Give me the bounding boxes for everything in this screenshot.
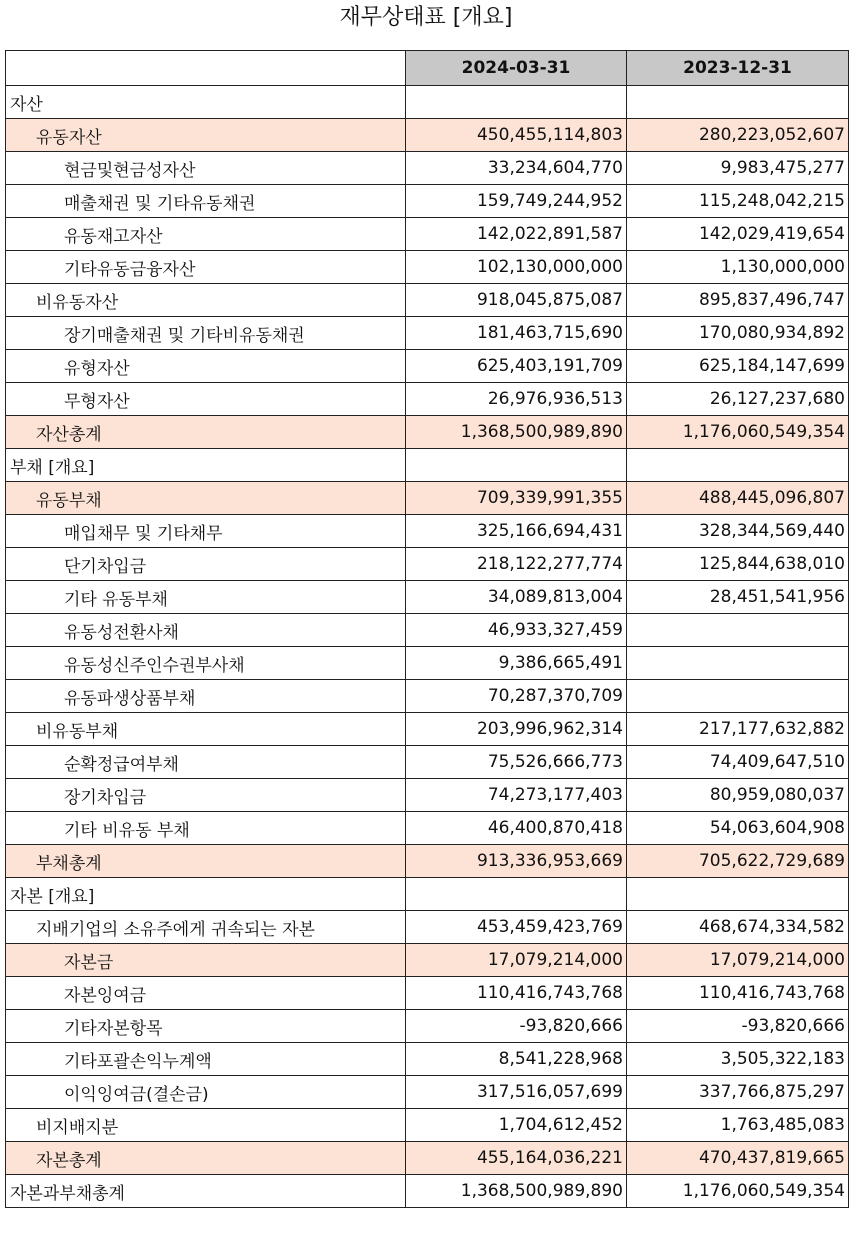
row-label: 기타자본항목 (6, 1010, 406, 1043)
table-row (6, 713, 849, 746)
row-label: 무형자산 (6, 383, 406, 416)
value-2023-12-31: 74,409,647,510 (627, 746, 849, 779)
value-2023-12-31: 125,844,638,010 (627, 548, 849, 581)
value-2023-12-31: 54,063,604,908 (627, 812, 849, 845)
row-label: 자본과부채총계 (6, 1175, 406, 1208)
value-2024-03-31: 26,976,936,513 (406, 383, 627, 416)
table-row (6, 548, 849, 581)
row-label: 이익잉여금(결손금) (6, 1076, 406, 1109)
table-row (6, 845, 849, 878)
table-row (6, 1175, 849, 1208)
value-2023-12-31: 170,080,934,892 (627, 317, 849, 350)
row-label: 부채총계 (6, 845, 406, 878)
value-2024-03-31: 918,045,875,087 (406, 284, 627, 317)
table-row (6, 515, 849, 548)
value-2024-03-31: 9,386,665,491 (406, 647, 627, 680)
value-2024-03-31 (406, 86, 627, 119)
value-2024-03-31: 453,459,423,769 (406, 911, 627, 944)
value-2024-03-31: 317,516,057,699 (406, 1076, 627, 1109)
row-label: 유형자산 (6, 350, 406, 383)
row-label: 매출채권 및 기타유동채권 (6, 185, 406, 218)
value-2023-12-31: -93,820,666 (627, 1010, 849, 1043)
page-title: 재무상태표 [개요] (339, 5, 513, 30)
row-label: 매입채무 및 기타채무 (6, 515, 406, 548)
table-row (6, 251, 849, 284)
value-2023-12-31: 625,184,147,699 (627, 350, 849, 383)
value-2024-03-31: 450,455,114,803 (406, 119, 627, 152)
value-2023-12-31: 705,622,729,689 (627, 845, 849, 878)
row-label: 자본 [개요] (6, 878, 406, 911)
value-2023-12-31: 328,344,569,440 (627, 515, 849, 548)
table-row (6, 779, 849, 812)
value-2024-03-31: 325,166,694,431 (406, 515, 627, 548)
table-row (6, 977, 849, 1010)
value-2024-03-31: 8,541,228,968 (406, 1043, 627, 1076)
table-row (6, 185, 849, 218)
table-row (6, 1010, 849, 1043)
value-2023-12-31: 337,766,875,297 (627, 1076, 849, 1109)
table-row (6, 680, 849, 713)
row-label: 자산 (6, 86, 406, 119)
value-2024-03-31: 17,079,214,000 (406, 944, 627, 977)
value-2023-12-31 (627, 878, 849, 911)
value-2023-12-31 (627, 680, 849, 713)
row-label: 기타유동금융자산 (6, 251, 406, 284)
value-2024-03-31: 102,130,000,000 (406, 251, 627, 284)
value-2023-12-31 (627, 449, 849, 482)
table-row (6, 878, 849, 911)
table-row (6, 152, 849, 185)
row-label: 유동성전환사채 (6, 614, 406, 647)
value-2024-03-31: 625,403,191,709 (406, 350, 627, 383)
header-date-1: 2024-03-31 (406, 51, 627, 86)
value-2023-12-31: 280,223,052,607 (627, 119, 849, 152)
row-label: 비유동부채 (6, 713, 406, 746)
value-2024-03-31: 70,287,370,709 (406, 680, 627, 713)
value-2023-12-31: 28,451,541,956 (627, 581, 849, 614)
row-label: 장기매출채권 및 기타비유동채권 (6, 317, 406, 350)
value-2023-12-31 (627, 86, 849, 119)
table-row (6, 1043, 849, 1076)
value-2023-12-31: 1,763,485,083 (627, 1109, 849, 1142)
row-label: 지배기업의 소유주에게 귀속되는 자본 (6, 911, 406, 944)
row-label: 유동재고자산 (6, 218, 406, 251)
table-row (6, 86, 849, 119)
value-2024-03-31: 74,273,177,403 (406, 779, 627, 812)
value-2024-03-31: 46,933,327,459 (406, 614, 627, 647)
value-2024-03-31: 913,336,953,669 (406, 845, 627, 878)
value-2023-12-31: 1,130,000,000 (627, 251, 849, 284)
header-date-2: 2023-12-31 (627, 51, 849, 86)
value-2023-12-31: 26,127,237,680 (627, 383, 849, 416)
header-label-cell (6, 51, 406, 86)
value-2024-03-31: 181,463,715,690 (406, 317, 627, 350)
value-2024-03-31: 203,996,962,314 (406, 713, 627, 746)
table-row (6, 1109, 849, 1142)
row-label: 자본잉여금 (6, 977, 406, 1010)
value-2024-03-31 (406, 878, 627, 911)
value-2024-03-31: 46,400,870,418 (406, 812, 627, 845)
table-row (6, 482, 849, 515)
value-2024-03-31 (406, 449, 627, 482)
table-row (6, 119, 849, 152)
row-label: 기타 비유동 부채 (6, 812, 406, 845)
row-label: 비유동자산 (6, 284, 406, 317)
value-2024-03-31: 218,122,277,774 (406, 548, 627, 581)
table-row (6, 218, 849, 251)
table-row (6, 581, 849, 614)
row-label: 장기차입금 (6, 779, 406, 812)
value-2024-03-31: 1,368,500,989,890 (406, 416, 627, 449)
table-header-row (6, 51, 849, 86)
value-2023-12-31: 110,416,743,768 (627, 977, 849, 1010)
table-row (6, 350, 849, 383)
table-row (6, 1076, 849, 1109)
row-label: 현금및현금성자산 (6, 152, 406, 185)
value-2024-03-31: 455,164,036,221 (406, 1142, 627, 1175)
balance-sheet-table (5, 50, 849, 1208)
table-body (6, 86, 849, 1208)
row-label: 유동부채 (6, 482, 406, 515)
value-2023-12-31: 1,176,060,549,354 (627, 1175, 849, 1208)
table-row (6, 284, 849, 317)
row-label: 기타 유동부채 (6, 581, 406, 614)
table-row (6, 647, 849, 680)
value-2023-12-31: 488,445,096,807 (627, 482, 849, 515)
table-row (6, 944, 849, 977)
value-2023-12-31 (627, 647, 849, 680)
row-label: 유동성신주인수권부사채 (6, 647, 406, 680)
value-2023-12-31: 470,437,819,665 (627, 1142, 849, 1175)
table-row (6, 383, 849, 416)
table-row (6, 416, 849, 449)
row-label: 유동자산 (6, 119, 406, 152)
row-label: 기타포괄손익누계액 (6, 1043, 406, 1076)
value-2024-03-31: 709,339,991,355 (406, 482, 627, 515)
value-2024-03-31: 110,416,743,768 (406, 977, 627, 1010)
row-label: 자산총계 (6, 416, 406, 449)
value-2023-12-31: 142,029,419,654 (627, 218, 849, 251)
value-2023-12-31 (627, 614, 849, 647)
row-label: 자본금 (6, 944, 406, 977)
value-2023-12-31: 468,674,334,582 (627, 911, 849, 944)
value-2024-03-31: 1,368,500,989,890 (406, 1175, 627, 1208)
value-2024-03-31: 33,234,604,770 (406, 152, 627, 185)
row-label: 순확정급여부채 (6, 746, 406, 779)
value-2023-12-31: 1,176,060,549,354 (627, 416, 849, 449)
row-label: 비지배지분 (6, 1109, 406, 1142)
row-label: 자본총계 (6, 1142, 406, 1175)
row-label: 부채 [개요] (6, 449, 406, 482)
value-2023-12-31: 115,248,042,215 (627, 185, 849, 218)
row-label: 유동파생상품부채 (6, 680, 406, 713)
value-2024-03-31: 1,704,612,452 (406, 1109, 627, 1142)
value-2024-03-31: -93,820,666 (406, 1010, 627, 1043)
table-row (6, 449, 849, 482)
table-row (6, 746, 849, 779)
table-row (6, 1142, 849, 1175)
value-2023-12-31: 217,177,632,882 (627, 713, 849, 746)
value-2024-03-31: 75,526,666,773 (406, 746, 627, 779)
value-2023-12-31: 80,959,080,037 (627, 779, 849, 812)
row-label: 단기차입금 (6, 548, 406, 581)
table-row (6, 812, 849, 845)
value-2024-03-31: 142,022,891,587 (406, 218, 627, 251)
value-2023-12-31: 895,837,496,747 (627, 284, 849, 317)
table-row (6, 911, 849, 944)
value-2024-03-31: 34,089,813,004 (406, 581, 627, 614)
value-2023-12-31: 17,079,214,000 (627, 944, 849, 977)
value-2023-12-31: 9,983,475,277 (627, 152, 849, 185)
table-row (6, 317, 849, 350)
value-2024-03-31: 159,749,244,952 (406, 185, 627, 218)
value-2023-12-31: 3,505,322,183 (627, 1043, 849, 1076)
table-row (6, 614, 849, 647)
